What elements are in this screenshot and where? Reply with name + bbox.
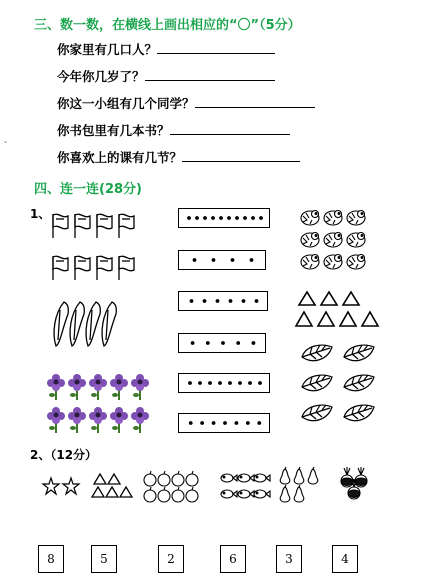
question-3-text: 你这一小组有几个同学？ — [57, 96, 195, 111]
bananas-picture[interactable] — [50, 300, 125, 350]
dot — [189, 421, 193, 425]
triangles-group[interactable] — [90, 473, 134, 499]
dot — [227, 216, 231, 220]
question-5-text: 你喜欢上的课有几节？ — [57, 150, 183, 165]
dot — [206, 341, 210, 345]
stars-group[interactable] — [42, 477, 82, 495]
margin-mark: ˇ — [3, 141, 8, 152]
dot-card-4[interactable] — [178, 333, 266, 353]
dot — [188, 381, 192, 385]
dot — [203, 299, 207, 303]
dot — [203, 216, 207, 220]
dot — [252, 341, 256, 345]
question-1-text: 你家里有几口人？ — [57, 42, 158, 57]
dot — [219, 216, 223, 220]
dot — [190, 299, 194, 303]
dot — [255, 299, 259, 303]
section-4-title: 四、连一连(28分) — [34, 182, 142, 197]
dot — [229, 299, 233, 303]
leaves-picture[interactable] — [300, 343, 380, 433]
dot — [195, 216, 199, 220]
dot-card-2[interactable] — [178, 250, 266, 270]
number-card-2[interactable]: 5 — [91, 545, 117, 573]
dot-card-1[interactable] — [178, 208, 270, 228]
dot — [212, 421, 216, 425]
dot — [208, 381, 212, 385]
part-2-label: 2、（12分） — [30, 448, 98, 462]
question-5 — [57, 148, 300, 166]
flowers-picture[interactable] — [47, 373, 152, 441]
dot — [216, 299, 220, 303]
number-card-5[interactable]: 3 — [276, 545, 302, 573]
question-1 — [57, 40, 275, 58]
dot-card-5[interactable] — [178, 373, 270, 393]
question-4 — [57, 121, 290, 139]
number-card-1[interactable]: 8 — [38, 545, 64, 573]
dot — [243, 216, 247, 220]
dot — [236, 341, 240, 345]
question-3 — [57, 94, 315, 112]
radishes-group[interactable] — [340, 467, 382, 501]
part-1-label: 1、 — [30, 207, 51, 221]
number-card-4[interactable]: 6 — [220, 545, 246, 573]
dot — [228, 381, 232, 385]
dot — [223, 421, 227, 425]
dot — [198, 381, 202, 385]
flags-picture[interactable] — [50, 210, 145, 290]
apples-group[interactable] — [143, 472, 203, 504]
dot — [200, 421, 204, 425]
dot — [218, 381, 222, 385]
birds-picture[interactable] — [300, 208, 370, 274]
dot — [221, 341, 225, 345]
question-2-text: 今年你几岁了？ — [57, 69, 145, 84]
dot — [212, 258, 216, 262]
number-card-6[interactable]: 4 — [332, 545, 358, 573]
dot — [259, 216, 263, 220]
dot — [231, 258, 235, 262]
dot — [235, 421, 239, 425]
dot — [257, 421, 261, 425]
answer-blank-5[interactable] — [182, 149, 300, 162]
dot — [191, 341, 195, 345]
dot — [251, 216, 255, 220]
dot-card-6[interactable] — [178, 413, 270, 433]
dot — [238, 381, 242, 385]
dot — [235, 216, 239, 220]
dot — [211, 216, 215, 220]
number-card-3[interactable]: 2 — [158, 545, 184, 573]
dot — [193, 258, 197, 262]
dot — [242, 299, 246, 303]
dot — [250, 258, 254, 262]
dot — [187, 216, 191, 220]
dot — [248, 381, 252, 385]
answer-blank-2[interactable] — [145, 68, 275, 81]
dot — [246, 421, 250, 425]
question-4-text: 你书包里有几本书？ — [57, 123, 170, 138]
pears-group[interactable] — [278, 467, 324, 503]
fish-group[interactable] — [220, 472, 270, 502]
section-3-title: 三、数一数，在横线上画出相应的“〇”（5分） — [34, 18, 301, 33]
dot-card-3[interactable] — [178, 291, 268, 311]
answer-blank-3[interactable] — [195, 95, 315, 108]
question-2 — [57, 67, 275, 85]
answer-blank-1[interactable] — [157, 41, 275, 54]
answer-blank-4[interactable] — [170, 122, 290, 135]
triangles-picture[interactable] — [296, 290, 386, 330]
dot — [258, 381, 262, 385]
